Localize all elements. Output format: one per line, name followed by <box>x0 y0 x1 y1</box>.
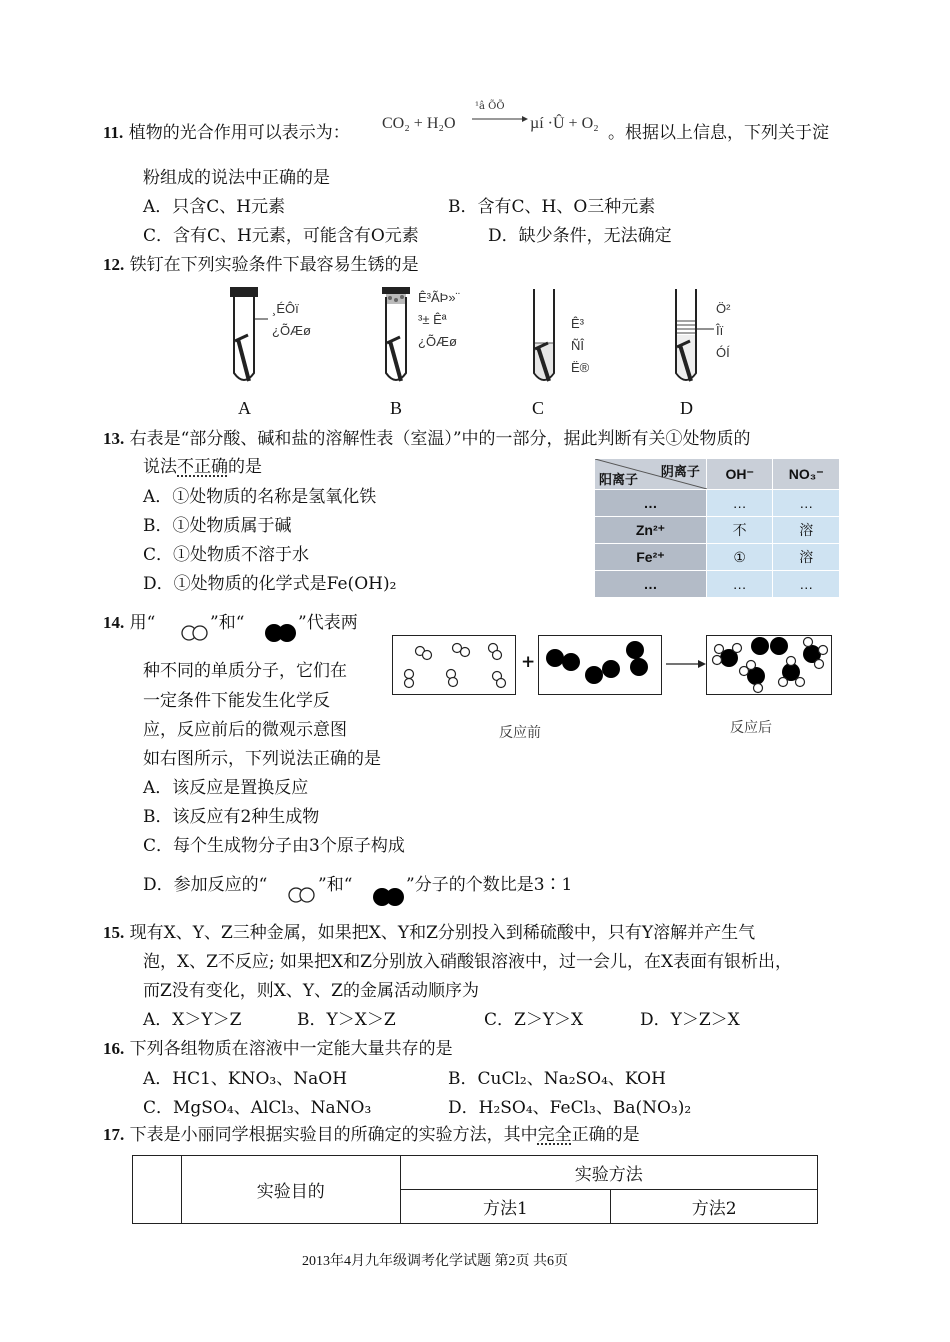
header-oh: OH⁻ <box>706 459 773 490</box>
tube-c-label <box>571 313 589 379</box>
q17-number: 17. <box>103 1125 125 1144</box>
q11-option-a: A．只含C、H元素 <box>143 197 286 217</box>
q17-line <box>103 1124 640 1146</box>
solubility-table <box>594 458 840 598</box>
white-molecules <box>393 636 515 694</box>
tube-b-label <box>418 287 460 353</box>
experiment-header-row <box>133 1156 818 1190</box>
row-cell: 不 <box>706 517 773 544</box>
q11-products: µí ·Û + O₂ <box>530 115 599 132</box>
experiment-table <box>132 1155 818 1224</box>
tube-b-label-line2: ³± Êª <box>418 312 447 327</box>
q14-option-b: B．该反应有2种生成物 <box>143 807 320 827</box>
q14-line1 <box>103 612 155 634</box>
test-tube-b <box>378 285 418 389</box>
header-anion: 阴离子 <box>660 464 700 479</box>
method1-header: 方法1 <box>400 1190 611 1224</box>
caption-before: 反应前 <box>499 724 541 740</box>
q13-stem2-post: 的是 <box>228 457 262 477</box>
q13-number: 13. <box>103 429 125 448</box>
solubility-row <box>595 544 840 571</box>
q11-condition: ¹â ÕÕ <box>475 101 505 112</box>
tube-b-label-line3: ¿ÕÆø <box>418 334 457 349</box>
row-cell: ① <box>706 544 773 571</box>
tube-c-letter: C <box>532 398 545 418</box>
q11-reaction-arrow <box>472 114 528 124</box>
q13-option-a: A．①处物质的名称是氢氧化铁 <box>143 487 377 507</box>
q11-stem-after: 。根据以上信息，下列关于淀 <box>608 123 829 143</box>
plus-sign: + <box>521 652 536 672</box>
black-molecule-icon <box>264 622 298 644</box>
product-box <box>706 635 832 695</box>
q14-option-d-b: ”和“ <box>318 875 353 895</box>
q16-option-a: A．HC1、KNO₃、NaOH <box>143 1069 348 1089</box>
row-ion: Fe²⁺ <box>595 544 707 571</box>
q11-option-b: B．含有C、H、O三种元素 <box>448 197 656 217</box>
q11-reactants: CO₂ + H₂O <box>382 115 456 132</box>
tube-a-leader <box>254 305 270 325</box>
solubility-row <box>595 517 840 544</box>
tube-d-leader <box>696 325 716 335</box>
row-ion: Zn²⁺ <box>595 517 707 544</box>
q14-option-c: C．每个生成物分子由3个原子构成 <box>143 836 405 856</box>
row-cell: … <box>706 490 773 517</box>
q15-text-3: 而Z没有变化，则X、Y、Z的金属活动顺序为 <box>143 981 479 1001</box>
tube-b-label-line1: Ê³ÃÞ»¨ <box>418 290 460 305</box>
reactant-box-white <box>392 635 516 695</box>
q14-line3: 一定条件下能发生化学反 <box>143 691 330 711</box>
q14-line4: 应，反应前后的微观示意图 <box>143 720 347 740</box>
white-molecule-icon <box>287 886 317 904</box>
method2-header: 方法2 <box>611 1190 818 1224</box>
q14-option-d-c: ”分子的个数比是3∶1 <box>406 875 573 895</box>
q11-stem-line2: 粉组成的说法中正确的是 <box>143 168 330 188</box>
caption-after: 反应后 <box>730 719 772 735</box>
q15-option-a: A．X＞Y＞Z <box>143 1010 242 1030</box>
q16-option-b: B．CuCl₂、Na₂SO₄、KOH <box>448 1069 666 1089</box>
tube-a-label-line2: ¿ÕÆø <box>272 323 311 338</box>
q11-line1 <box>103 122 350 144</box>
q14-line5: 如右图所示，下列说法正确的是 <box>143 749 381 769</box>
q11-number: 11. <box>103 123 124 142</box>
tube-c-label-line3: Ë® <box>571 360 590 375</box>
row-ion: … <box>595 490 707 517</box>
q13-line1 <box>103 428 751 450</box>
q16-line <box>103 1038 453 1060</box>
q17-stem-post: 正确的是 <box>571 1125 640 1145</box>
header-cation: 阳离子 <box>599 472 639 487</box>
q17-stem-pre: 下表是小丽同学根据实验目的所确定的实验方法，其中 <box>129 1125 538 1145</box>
black-molecules <box>539 636 661 694</box>
q13-stem: 右表是“部分酸、碱和盐的溶解性表（室温）”中的一部分，据此判断有关①处物质的 <box>129 429 751 449</box>
q14-stem-b: ”和“ <box>210 613 245 633</box>
q14-number: 14. <box>103 613 125 632</box>
tube-d-label-line1: Ö² <box>716 301 731 316</box>
tube-a-label <box>272 298 311 342</box>
q14-option-a: A．该反应是置换反应 <box>143 778 309 798</box>
tube-d-label-line2: Îï <box>716 323 724 338</box>
reaction-arrow <box>666 658 706 670</box>
page-footer: 2013年4月九年级调考化学试题 第2页 共6页 <box>302 1254 568 1269</box>
q11-option-c: C．含有C、H元素，可能含有O元素 <box>143 226 419 246</box>
solubility-row <box>595 571 840 598</box>
row-cell: 溶 <box>773 544 840 571</box>
solubility-header-row <box>595 459 840 490</box>
q15-option-c: C．Z＞Y＞X <box>484 1010 584 1030</box>
q13-stem2-pre: 说法 <box>143 457 177 477</box>
q11-option-d: D．缺少条件，无法确定 <box>488 226 672 246</box>
q15-number: 15. <box>103 923 125 942</box>
q13-stem2-emphasis: 不正确 <box>177 457 228 477</box>
q17-stem-emphasis: 完全 <box>537 1125 572 1145</box>
row-ion: … <box>595 571 707 598</box>
header-no3: NO₃⁻ <box>773 459 840 490</box>
q15-text-2: 泡，X、Z不反应; 如果把X和Z分别放入硝酸银溶液中，过一会儿，在X表面有银析出， <box>143 952 793 972</box>
tube-a-letter: A <box>238 398 251 418</box>
q16-option-d: D．H₂SO₄、FeCl₃、Ba(NO₃)₂ <box>448 1098 692 1118</box>
q14-stem-c: ”代表两 <box>298 613 358 633</box>
tube-c-label-line2: ÑÎ <box>571 338 584 353</box>
tube-a-label-line1: ¸ÉÔï <box>272 301 299 316</box>
q12-stem: 铁钉在下列实验条件下最容易生锈的是 <box>129 255 419 275</box>
test-tube-c <box>526 285 566 389</box>
test-tube-a <box>226 285 266 389</box>
q14-option-d-a: D．参加反应的“ <box>143 875 268 895</box>
purpose-header: 实验目的 <box>181 1156 400 1224</box>
q13-line2 <box>143 456 262 478</box>
tube-c-label-line1: Ê³ <box>571 316 584 331</box>
q15-option-b: B．Y＞X＞Z <box>297 1010 396 1030</box>
test-tube-d <box>668 285 708 389</box>
reactant-box-black <box>538 635 662 695</box>
blank-cell <box>133 1156 182 1224</box>
q12-line <box>103 254 419 276</box>
q16-option-c: C．MgSO₄、AlCl₃、NaNO₃ <box>143 1098 372 1118</box>
white-molecule-icon <box>180 624 210 642</box>
q16-stem: 下列各组物质在溶液中一定能大量共存的是 <box>129 1039 453 1059</box>
tube-d-label <box>716 298 730 364</box>
row-cell: … <box>773 571 840 598</box>
q16-number: 16. <box>103 1039 125 1058</box>
method-header: 实验方法 <box>400 1156 817 1190</box>
solubility-corner-cell <box>595 459 707 490</box>
q11-stem-before: 植物的光合作用可以表示为： <box>128 123 350 143</box>
q13-option-d: D．①处物质的化学式是Fe(OH)₂ <box>143 574 397 594</box>
tube-b-letter: B <box>390 398 403 418</box>
tube-d-letter: D <box>680 398 693 418</box>
row-cell: … <box>706 571 773 598</box>
row-cell: … <box>773 490 840 517</box>
row-cell: 溶 <box>773 517 840 544</box>
q15-option-d: D．Y＞Z＞X <box>640 1010 740 1030</box>
black-molecule-icon <box>372 886 406 908</box>
q15-text-1: 现有X、Y、Z三种金属，如果把X、Y和Z分别投入到稀硫酸中，只有Y溶解并产生气 <box>129 923 756 943</box>
product-molecules <box>707 636 831 694</box>
tube-d-label-line3: ÓÍ <box>716 345 730 360</box>
q13-option-c: C．①处物质不溶于水 <box>143 545 310 565</box>
q15-line1 <box>103 922 755 944</box>
q12-number: 12. <box>103 255 125 274</box>
q13-option-b: B．①处物质属于碱 <box>143 516 292 536</box>
q14-line2: 种不同的单质分子，它们在 <box>143 661 347 681</box>
q14-stem-a: 用“ <box>129 613 156 633</box>
solubility-row <box>595 490 840 517</box>
